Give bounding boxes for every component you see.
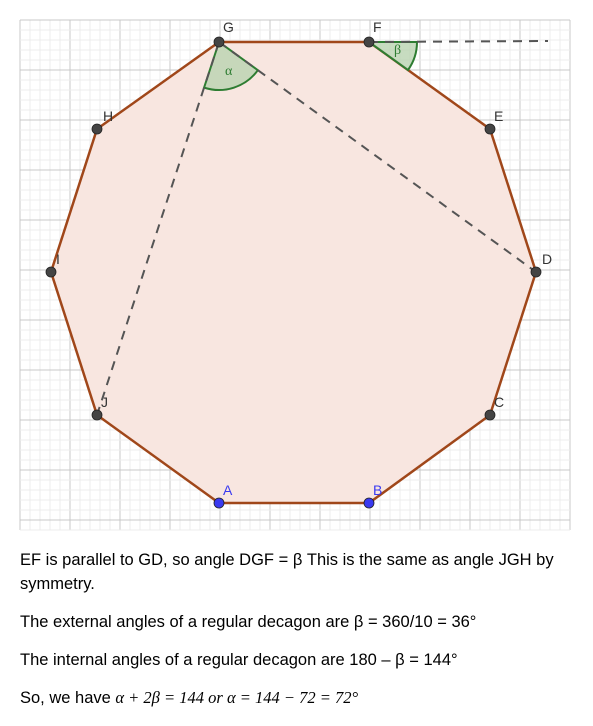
- vertex-label-a: A: [223, 482, 233, 498]
- angle-beta-label: β: [394, 43, 402, 58]
- caption-line-2: The external angles of a regular decagon are β = 360/10 = 36°: [20, 613, 477, 631]
- point-f: [364, 37, 374, 47]
- point-b: [364, 498, 374, 508]
- caption-line-4-prefix: So, we have: [20, 689, 116, 707]
- vertex-label-i: I: [56, 251, 60, 267]
- vertex-label-j: J: [101, 394, 108, 410]
- point-h: [92, 124, 102, 134]
- angle-alpha-label: α: [225, 64, 233, 79]
- vertex-label-c: C: [494, 394, 505, 410]
- point-d: [531, 267, 541, 277]
- caption-line-1: EF is parallel to GD, so angle DGF = β This is the same as angle JGH by symmetry.: [20, 551, 554, 593]
- point-e: [485, 124, 495, 134]
- caption-line-4-math: α + 2β = 144 or α = 144 − 72 = 72°: [115, 688, 359, 707]
- vertex-label-e: E: [494, 108, 504, 124]
- vertex-label-f: F: [373, 19, 382, 35]
- vertex-label-d: D: [542, 251, 553, 267]
- decagon-polygon: [51, 42, 536, 503]
- vertex-label-h: H: [103, 108, 114, 124]
- explanation-text: [20, 548, 580, 724]
- vertex-label-g: G: [223, 19, 234, 35]
- vertex-label-b: B: [373, 482, 383, 498]
- point-c: [485, 410, 495, 420]
- point-a: [214, 498, 224, 508]
- point-j: [92, 410, 102, 420]
- point-g: [214, 37, 224, 47]
- caption-line-3: The internal angles of a regular decagon are 180 – β = 144°: [20, 651, 458, 669]
- caption-line-4: [20, 686, 580, 710]
- point-i: [46, 267, 56, 277]
